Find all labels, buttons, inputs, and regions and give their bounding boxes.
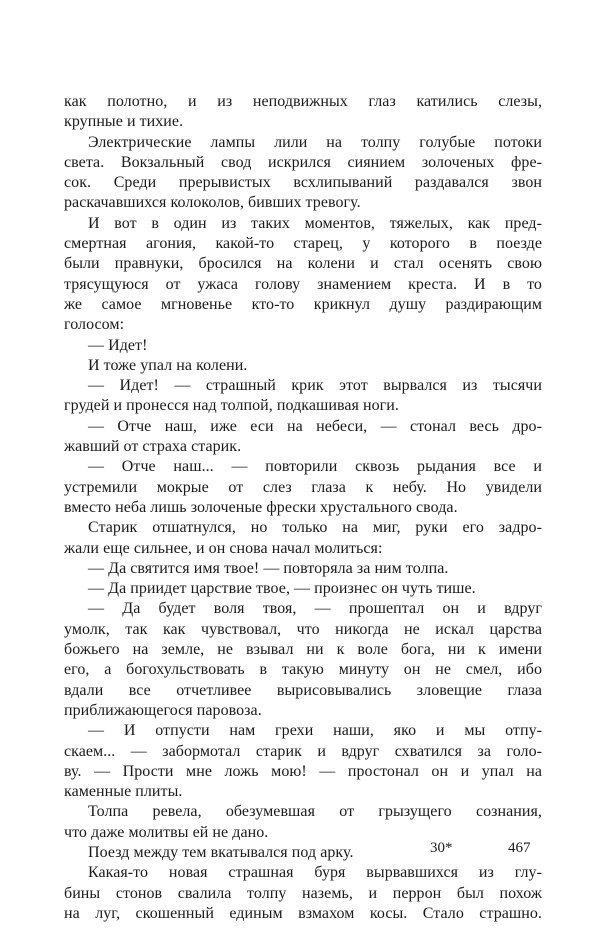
text-line: И тоже упал на колени. xyxy=(88,356,248,374)
text-line: — Идет! — страшный крик этот вырвался из тысячи xyxy=(88,377,542,395)
text-line: крупные и тихие. xyxy=(64,113,184,131)
text-line: вдали все отчетливее вырисовывались зловещие глаза xyxy=(64,681,542,699)
text-line: же самое мгновенье кто-то крикнул душу раздирающим xyxy=(64,295,542,313)
text-line: жавший от страха старик. xyxy=(64,438,242,456)
text-line: Какая-то новая страшная буря вырвавшихся из глу- xyxy=(88,864,542,882)
page-text-body xyxy=(64,92,542,924)
page-number: 467 xyxy=(508,840,531,856)
text-line: Электрические лампы лили на толпу голубые потоки xyxy=(88,133,542,151)
text-line: на луг, скошенный единым взмахом косы. Стало страшно. xyxy=(64,904,542,922)
text-line: Старик отшатнулся, но только на миг, руки его задро- xyxy=(88,519,542,537)
text-line: его, а богохульствовать в такую минуту он не смел, ибо xyxy=(64,661,542,679)
text-line: голосом: xyxy=(64,316,125,334)
text-line: каменные плиты. xyxy=(64,783,183,801)
text-line: жали еще сильнее, и он снова начал молиться: xyxy=(64,539,383,557)
text-line: — Идет! xyxy=(88,336,148,354)
text-line: устремили мокрые от слез глаза к небу. Но увидели xyxy=(64,478,542,496)
text-line: как полотно, и из неподвижных глаз катились слезы, xyxy=(64,93,542,110)
text-line: бины стонов свалила толпу наземь, и перрон был похож xyxy=(64,884,542,902)
text-line: И вот в один из таких моментов, тяжелых, как пред- xyxy=(88,214,542,232)
text-line: — И отпусти нам грехи наши, яко и мы отпу- xyxy=(88,722,542,740)
text-line: ву. — Прости мне ложь мою! — простонал он и упал на xyxy=(64,762,542,780)
printer-signature-mark: 30* xyxy=(430,840,453,856)
text-line: — Да святится имя твое! — повторяла за ним толпа. xyxy=(88,559,449,577)
text-line: — Отче наш... — повторили сквозь рыдания все и xyxy=(88,458,542,476)
text-line: грудей и пронесся над толпой, подкашивая ноги. xyxy=(64,397,399,415)
text-line: что даже молитвы ей не дано. xyxy=(64,823,269,841)
text-line: раскачавшихся колоколов, бивших тревогу. xyxy=(64,194,361,212)
text-line: трясущуюся от ужаса голову знамением креста. И в то xyxy=(64,275,542,293)
text-line: божьего на земле, не взывал ни к воле бога, ни к имени xyxy=(64,641,542,659)
text-line: были правнуки, бросился на колени и стал осенять свою xyxy=(64,255,542,273)
text-line: — Да будет воля твоя, — прошептал он и вдруг xyxy=(88,600,542,618)
text-line: смертная агония, какой-то старец, у которого в поезде xyxy=(64,235,542,253)
text-line: сок. Среди прерывистых всхлипываний раздавался звон xyxy=(64,174,542,192)
text-line: скаем... — забормотал старик и вдруг схватился за голо- xyxy=(64,742,542,760)
text-line: Толпа ревела, обезумевшая от грызущего сознания, xyxy=(88,803,542,821)
text-line: света. Вокзальный свод искрился сиянием золоченых фре- xyxy=(64,153,542,171)
text-line: Поезд между тем вкатывался под арку. xyxy=(88,843,354,861)
text-line: — Да приидет царствие твое, — произнес он чуть тише. xyxy=(88,580,476,598)
text-line: приближающегося паровоза. xyxy=(64,701,262,719)
text-line: — Отче наш, иже еси на небеси, — стонал весь дро- xyxy=(88,417,542,435)
text-line: умолк, так как чувствовал, что никогда не искал царства xyxy=(64,620,542,638)
text-line: вместо неба лишь золоченые фрески хрустального свода. xyxy=(64,498,458,516)
